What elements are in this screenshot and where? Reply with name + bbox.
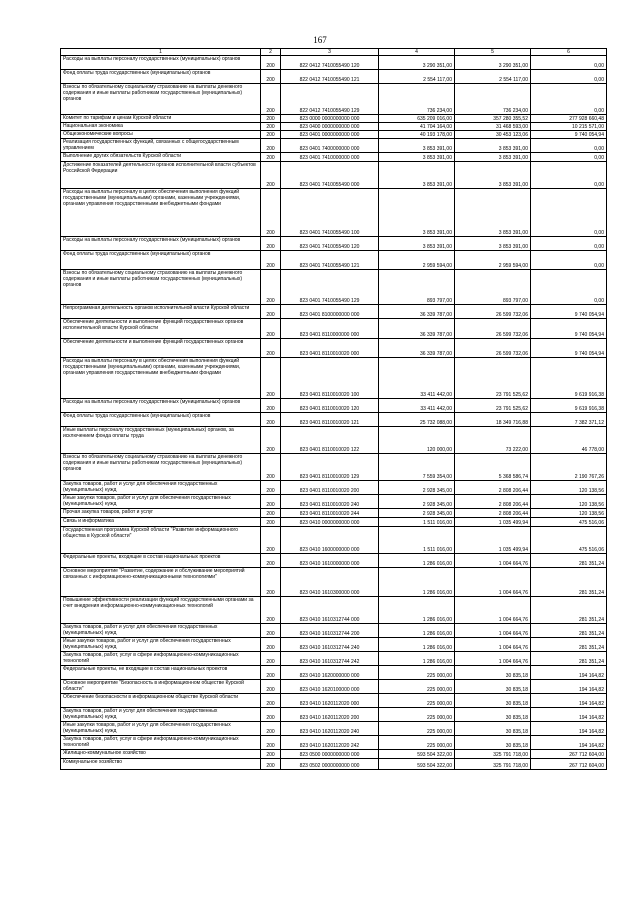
- cell-kbk: 823 0401 8110010020 122: [281, 427, 379, 454]
- cell-exec: 2 808 206,44: [455, 495, 531, 509]
- table-row: [61, 305, 607, 319]
- cell-code: 200: [261, 554, 281, 568]
- table-row: [61, 666, 607, 680]
- table-row: [61, 597, 607, 624]
- table-row: [61, 70, 607, 84]
- cell-name: Фонд оплаты труда государственных (муниципальных) органов: [61, 413, 261, 427]
- table-header-row: [61, 49, 607, 56]
- table-row: [61, 251, 607, 270]
- cell-exec: 1 004 664,76: [455, 568, 531, 597]
- cell-exec: 2 959 594,00: [455, 251, 531, 270]
- cell-code: 200: [261, 597, 281, 624]
- cell-plan: 40 193 178,00: [379, 131, 455, 139]
- cell-exec: 30 835,18: [455, 722, 531, 736]
- cell-code: 200: [261, 270, 281, 305]
- cell-code: 200: [261, 652, 281, 666]
- cell-name: Расходы на выплаты персоналу государственных (муниципальных) органов: [61, 399, 261, 413]
- table-row: [61, 56, 607, 70]
- cell-rest: 46 778,00: [531, 427, 607, 454]
- cell-plan: 1 286 016,00: [379, 624, 455, 638]
- table-row: [61, 454, 607, 481]
- cell-rest: 120 138,56: [531, 481, 607, 495]
- table-row: [61, 694, 607, 708]
- cell-kbk: 823 0401 8110010020 100: [281, 358, 379, 399]
- cell-name: Взносы по обязательному социальному страхованию на выплаты денежного содержания и иные выплаты работникам государственных (муниципальных) органов: [61, 270, 261, 305]
- cell-name: Закупка товаров, работ, услуг в сфере информационно-коммуникационных технологий: [61, 652, 261, 666]
- cell-code: 200: [261, 189, 281, 237]
- cell-exec: 1 035 499,94: [455, 518, 531, 527]
- cell-code: 200: [261, 319, 281, 339]
- cell-exec: 357 280 355,52: [455, 115, 531, 123]
- cell-code: 200: [261, 413, 281, 427]
- cell-exec: 26 599 732,06: [455, 305, 531, 319]
- cell-code: 200: [261, 153, 281, 162]
- cell-name: Основное мероприятие "Развитие, содержание и обслуживание мероприятий связанных с информационно-коммуникационными технологиями": [61, 568, 261, 597]
- table-row: [61, 319, 607, 339]
- cell-name: Закупка товаров, работ и услуг для обеспечения государственных (муниципальных) нужд: [61, 624, 261, 638]
- table-row: [61, 115, 607, 123]
- cell-plan: 225 000,00: [379, 666, 455, 680]
- cell-exec: 3 853 391,00: [455, 162, 531, 189]
- cell-rest: 281 351,24: [531, 638, 607, 652]
- cell-name: Иные выплаты персоналу государственных (муниципальных) органов, за исключением фонда оплаты труда: [61, 427, 261, 454]
- cell-code: 200: [261, 708, 281, 722]
- cell-plan: 1 511 016,00: [379, 527, 455, 554]
- cell-name: Непрограммная деятельность органов исполнительной власти Курской области: [61, 305, 261, 319]
- cell-exec: 3 853 391,00: [455, 237, 531, 251]
- cell-plan: 3 853 391,00: [379, 153, 455, 162]
- cell-kbk: 823 0401 8100000000 000: [281, 305, 379, 319]
- cell-kbk: 823 0401 8110010020 244: [281, 509, 379, 518]
- cell-plan: 225 000,00: [379, 722, 455, 736]
- table-row: [61, 518, 607, 527]
- cell-name: Общеэкономические вопросы: [61, 131, 261, 139]
- cell-kbk: 823 0410 1600000000 000: [281, 527, 379, 554]
- cell-rest: 9 740 054,94: [531, 131, 607, 139]
- cell-kbk: 823 0401 7410000000 000: [281, 153, 379, 162]
- table-row: [61, 759, 607, 770]
- cell-rest: 9 740 054,94: [531, 339, 607, 358]
- cell-plan: 2 959 594,00: [379, 251, 455, 270]
- cell-code: 200: [261, 694, 281, 708]
- cell-exec: 26 599 732,06: [455, 319, 531, 339]
- cell-plan: 41 704 164,00: [379, 123, 455, 131]
- cell-exec: 1 004 664,76: [455, 597, 531, 624]
- cell-kbk: 823 0000 0000000000 000: [281, 115, 379, 123]
- cell-code: 200: [261, 495, 281, 509]
- cell-rest: 9 619 916,38: [531, 399, 607, 413]
- cell-exec: 1 004 664,76: [455, 624, 531, 638]
- cell-exec: 23 791 525,62: [455, 358, 531, 399]
- cell-rest: 281 351,24: [531, 568, 607, 597]
- table-row: [61, 399, 607, 413]
- cell-name: Расходы на выплаты персоналу в целях обеспечения выполнения функций государственными (муниципальными) органами, казенными учреждениями, органами управления государственными внебюджетными фондами: [61, 189, 261, 237]
- cell-exec: 30 835,18: [455, 694, 531, 708]
- cell-plan: 25 732 088,00: [379, 413, 455, 427]
- cell-plan: 33 411 442,00: [379, 358, 455, 399]
- cell-rest: 475 516,06: [531, 527, 607, 554]
- table-row: [61, 481, 607, 495]
- cell-plan: 1 511 016,00: [379, 518, 455, 527]
- cell-rest: 194 164,82: [531, 666, 607, 680]
- cell-exec: 30 835,18: [455, 680, 531, 694]
- cell-name: Прочая закупка товаров, работ и услуг: [61, 509, 261, 518]
- cell-name: Комитет по тарифам и ценам Курской области: [61, 115, 261, 123]
- table-row: [61, 131, 607, 139]
- cell-code: 200: [261, 481, 281, 495]
- cell-exec: 1 004 664,76: [455, 652, 531, 666]
- cell-code: 200: [261, 139, 281, 153]
- cell-code: 200: [261, 70, 281, 84]
- cell-rest: 194 164,82: [531, 680, 607, 694]
- table-row: [61, 427, 607, 454]
- cell-plan: 593 504 322,00: [379, 759, 455, 770]
- cell-kbk: 823 0502 0000000000 000: [281, 759, 379, 770]
- cell-plan: 2 928 345,00: [379, 495, 455, 509]
- cell-exec: 325 791 718,00: [455, 759, 531, 770]
- cell-rest: 7 382 371,12: [531, 413, 607, 427]
- cell-kbk: 823 0401 7410055490 000: [281, 162, 379, 189]
- cell-name: Связь и информатика: [61, 518, 261, 527]
- cell-plan: 3 290 351,00: [379, 56, 455, 70]
- cell-code: 200: [261, 518, 281, 527]
- cell-name: Выполнение других обязательств Курской области: [61, 153, 261, 162]
- cell-code: 200: [261, 527, 281, 554]
- cell-exec: 325 791 718,00: [455, 750, 531, 759]
- cell-code: 200: [261, 509, 281, 518]
- table-row: [61, 652, 607, 666]
- cell-rest: 0,00: [531, 70, 607, 84]
- cell-exec: 2 808 206,44: [455, 509, 531, 518]
- table-row: [61, 554, 607, 568]
- cell-name: Обеспечение деятельности и выполнение функций государственных органов исполнительной власти Курской области: [61, 319, 261, 339]
- cell-kbk: 823 0401 8110010020 121: [281, 413, 379, 427]
- cell-exec: 26 599 732,06: [455, 339, 531, 358]
- cell-exec: 23 791 525,62: [455, 399, 531, 413]
- cell-kbk: 823 0410 1610312744 000: [281, 597, 379, 624]
- cell-plan: 225 000,00: [379, 694, 455, 708]
- table-row: [61, 527, 607, 554]
- cell-code: 200: [261, 624, 281, 638]
- cell-name: Взносы по обязательному социальному страхованию на выплаты денежного содержания и иные выплаты работникам государственных (муниципальных) органов: [61, 454, 261, 481]
- cell-plan: 1 286 016,00: [379, 554, 455, 568]
- cell-code: 200: [261, 131, 281, 139]
- cell-name: Закупка товаров, работ и услуг для обеспечения государственных (муниципальных) нужд: [61, 708, 261, 722]
- table-row: [61, 139, 607, 153]
- cell-rest: 475 516,06: [531, 518, 607, 527]
- cell-rest: 9 740 054,94: [531, 319, 607, 339]
- cell-kbk: 823 0401 8110000000 000: [281, 319, 379, 339]
- cell-plan: 3 853 391,00: [379, 237, 455, 251]
- table-row: [61, 736, 607, 750]
- cell-kbk: 823 0410 1620112020 242: [281, 736, 379, 750]
- cell-code: 200: [261, 638, 281, 652]
- cell-kbk: 823 0401 7410055490 120: [281, 237, 379, 251]
- cell-kbk: 823 0410 1610312744 200: [281, 624, 379, 638]
- cell-exec: 3 853 391,00: [455, 153, 531, 162]
- cell-rest: 277 928 660,48: [531, 115, 607, 123]
- cell-kbk: 823 0401 8110010020 120: [281, 399, 379, 413]
- column-header: 3: [281, 49, 379, 56]
- cell-exec: 3 853 391,00: [455, 139, 531, 153]
- cell-name: Основное мероприятие "Безопасность в информационном обществе Курской области": [61, 680, 261, 694]
- cell-exec: 18 349 716,88: [455, 413, 531, 427]
- cell-kbk: 823 0401 8110010020 240: [281, 495, 379, 509]
- table-row: [61, 509, 607, 518]
- cell-exec: 5 368 586,74: [455, 454, 531, 481]
- cell-code: 200: [261, 454, 281, 481]
- cell-name: Федеральные проекты, входящие в состав национальных проектов: [61, 554, 261, 568]
- cell-rest: 9 619 916,38: [531, 358, 607, 399]
- cell-kbk: 823 0410 1620112020 200: [281, 708, 379, 722]
- cell-rest: 0,00: [531, 84, 607, 115]
- cell-name: Жилищно-коммунальное хозяйство: [61, 750, 261, 759]
- cell-exec: 2 808 206,44: [455, 481, 531, 495]
- cell-rest: 0,00: [531, 251, 607, 270]
- cell-name: Расходы на выплаты персоналу государственных (муниципальных) органов: [61, 56, 261, 70]
- cell-kbk: 823 0410 1620112020 000: [281, 694, 379, 708]
- table-row: [61, 189, 607, 237]
- cell-name: Иные закупки товаров, работ и услуг для обеспечения государственных (муниципальных) нужд: [61, 495, 261, 509]
- cell-name: Обеспечение деятельности и выполнение функций государственных органов: [61, 339, 261, 358]
- cell-rest: 281 351,24: [531, 554, 607, 568]
- cell-code: 200: [261, 123, 281, 131]
- cell-name: Иные закупки товаров, работ и услуг для обеспечения государственных (муниципальных) нужд: [61, 722, 261, 736]
- cell-rest: 194 164,82: [531, 708, 607, 722]
- cell-name: Расходы на выплаты персоналу в целях обеспечения выполнения функций государственными (муниципальными) органами, казенными учреждениями, органами управления государственными внебюджетными фондами: [61, 358, 261, 399]
- cell-plan: 225 000,00: [379, 736, 455, 750]
- cell-rest: 2 190 767,26: [531, 454, 607, 481]
- column-header: 1: [61, 49, 261, 56]
- cell-rest: 267 712 604,00: [531, 750, 607, 759]
- table-row: [61, 708, 607, 722]
- cell-code: 200: [261, 399, 281, 413]
- table-row: [61, 358, 607, 399]
- cell-rest: 0,00: [531, 162, 607, 189]
- table-row: [61, 162, 607, 189]
- cell-rest: 10 215 571,00: [531, 123, 607, 131]
- cell-kbk: 823 0401 8110010020 200: [281, 481, 379, 495]
- cell-kbk: 823 0401 0000000000 000: [281, 131, 379, 139]
- cell-plan: 36 339 787,00: [379, 339, 455, 358]
- page-number: 167: [313, 35, 327, 45]
- cell-exec: 73 222,00: [455, 427, 531, 454]
- cell-plan: 1 286 016,00: [379, 568, 455, 597]
- cell-plan: 3 853 391,00: [379, 139, 455, 153]
- cell-kbk: 823 0410 1620112020 240: [281, 722, 379, 736]
- cell-kbk: 823 0400 0000000000 000: [281, 123, 379, 131]
- cell-exec: 30 835,18: [455, 708, 531, 722]
- cell-code: 200: [261, 305, 281, 319]
- cell-kbk: 823 0410 1620000000 000: [281, 666, 379, 680]
- cell-rest: 194 164,82: [531, 722, 607, 736]
- cell-code: 200: [261, 750, 281, 759]
- cell-exec: 1 004 664,76: [455, 554, 531, 568]
- cell-rest: 267 712 604,00: [531, 759, 607, 770]
- cell-code: 200: [261, 759, 281, 770]
- cell-kbk: 823 0410 1620100000 000: [281, 680, 379, 694]
- cell-exec: 1 004 664,76: [455, 638, 531, 652]
- column-header: 6: [531, 49, 607, 56]
- cell-plan: 893 797,00: [379, 270, 455, 305]
- cell-name: Федеральные проекты, не входящие в состав национальных проектов: [61, 666, 261, 680]
- cell-kbk: 823 0401 8110010020 129: [281, 454, 379, 481]
- cell-rest: 120 138,56: [531, 495, 607, 509]
- cell-kbk: 823 0410 0000000000 000: [281, 518, 379, 527]
- cell-kbk: 823 0410 1610312744 240: [281, 638, 379, 652]
- cell-name: Закупка товаров, работ и услуг для обеспечения государственных (муниципальных) нужд: [61, 481, 261, 495]
- cell-plan: 225 000,00: [379, 680, 455, 694]
- cell-kbk: 823 0401 7410055490 129: [281, 270, 379, 305]
- cell-code: 200: [261, 736, 281, 750]
- column-header: 5: [455, 49, 531, 56]
- cell-plan: 635 209 016,00: [379, 115, 455, 123]
- cell-plan: 593 504 322,00: [379, 750, 455, 759]
- cell-exec: 736 234,00: [455, 84, 531, 115]
- cell-plan: 36 339 787,00: [379, 305, 455, 319]
- cell-plan: 3 853 391,00: [379, 189, 455, 237]
- cell-rest: 9 740 054,94: [531, 305, 607, 319]
- cell-code: 200: [261, 358, 281, 399]
- table-row: [61, 624, 607, 638]
- cell-plan: 225 000,00: [379, 708, 455, 722]
- table-row: [61, 153, 607, 162]
- cell-kbk: 823 0410 1610300000 000: [281, 568, 379, 597]
- table-row: [61, 84, 607, 115]
- table-row: [61, 722, 607, 736]
- cell-kbk: 823 0500 0000000000 000: [281, 750, 379, 759]
- cell-name: Достижение показателей деятельности органов исполнительной власти субъектов Российской Федерации: [61, 162, 261, 189]
- cell-plan: 736 234,00: [379, 84, 455, 115]
- cell-plan: 7 559 354,00: [379, 454, 455, 481]
- cell-rest: 0,00: [531, 237, 607, 251]
- cell-name: Коммунальное хозяйство: [61, 759, 261, 770]
- cell-exec: 30 453 123,06: [455, 131, 531, 139]
- cell-name: Государственная программа Курской области "Развитие информационного общества в Курской области": [61, 527, 261, 554]
- cell-code: 200: [261, 237, 281, 251]
- cell-name: Закупка товаров, работ, услуг в сфере информационно-коммуникационных технологий: [61, 736, 261, 750]
- cell-plan: 36 339 787,00: [379, 319, 455, 339]
- cell-name: Взносы по обязательному социальному страхованию на выплаты денежного содержания и иные выплаты работникам государственных (муниципальных) органов: [61, 84, 261, 115]
- cell-kbk: 822 0412 7410055490 129: [281, 84, 379, 115]
- cell-name: Иные закупки товаров, работ и услуг для обеспечения государственных (муниципальных) нужд: [61, 638, 261, 652]
- cell-rest: 281 351,24: [531, 624, 607, 638]
- cell-rest: 281 351,24: [531, 652, 607, 666]
- cell-rest: 194 164,82: [531, 736, 607, 750]
- cell-exec: 893 797,00: [455, 270, 531, 305]
- cell-kbk: 823 0401 8110010020 000: [281, 339, 379, 358]
- table-row: [61, 680, 607, 694]
- cell-name: Национальная экономика: [61, 123, 261, 131]
- cell-rest: 120 138,56: [531, 509, 607, 518]
- cell-rest: 0,00: [531, 189, 607, 237]
- cell-kbk: 823 0410 1610312744 242: [281, 652, 379, 666]
- cell-rest: 194 164,82: [531, 694, 607, 708]
- table-row: [61, 568, 607, 597]
- cell-kbk: 822 0412 7410055490 120: [281, 56, 379, 70]
- cell-code: 200: [261, 680, 281, 694]
- cell-rest: 281 351,24: [531, 597, 607, 624]
- cell-kbk: 823 0401 7410055490 121: [281, 251, 379, 270]
- cell-exec: 2 554 117,00: [455, 70, 531, 84]
- cell-plan: 2 554 117,00: [379, 70, 455, 84]
- cell-plan: 1 286 016,00: [379, 652, 455, 666]
- cell-plan: 2 928 345,00: [379, 481, 455, 495]
- cell-code: 200: [261, 722, 281, 736]
- cell-code: 200: [261, 339, 281, 358]
- cell-code: 200: [261, 666, 281, 680]
- cell-rest: 0,00: [531, 270, 607, 305]
- table-row: [61, 123, 607, 131]
- cell-kbk: 823 0401 7410055490 100: [281, 189, 379, 237]
- cell-rest: 0,00: [531, 139, 607, 153]
- cell-code: 200: [261, 568, 281, 597]
- table-row: [61, 750, 607, 759]
- table-row: [61, 237, 607, 251]
- cell-name: Фонд оплаты труда государственных (муниципальных) органов: [61, 70, 261, 84]
- cell-code: 200: [261, 56, 281, 70]
- budget-table: [60, 48, 607, 770]
- table-row: [61, 495, 607, 509]
- cell-exec: 3 853 391,00: [455, 189, 531, 237]
- table-row: [61, 339, 607, 358]
- cell-kbk: 823 0401 7400000000 000: [281, 139, 379, 153]
- cell-exec: 1 035 499,94: [455, 527, 531, 554]
- cell-exec: 30 835,18: [455, 666, 531, 680]
- cell-exec: 3 290 351,00: [455, 56, 531, 70]
- column-header: 2: [261, 49, 281, 56]
- cell-plan: 1 286 016,00: [379, 597, 455, 624]
- table-row: [61, 270, 607, 305]
- table-row: [61, 413, 607, 427]
- cell-plan: 3 853 391,00: [379, 162, 455, 189]
- cell-code: 200: [261, 84, 281, 115]
- column-header: 4: [379, 49, 455, 56]
- cell-rest: 0,00: [531, 56, 607, 70]
- cell-name: Фонд оплаты труда государственных (муниципальных) органов: [61, 251, 261, 270]
- cell-plan: 120 000,00: [379, 427, 455, 454]
- cell-code: 200: [261, 115, 281, 123]
- cell-plan: 1 286 016,00: [379, 638, 455, 652]
- cell-code: 200: [261, 162, 281, 189]
- cell-name: Обеспечение безопасности в информационном обществе Курской области: [61, 694, 261, 708]
- cell-rest: 0,00: [531, 153, 607, 162]
- cell-exec: 30 835,18: [455, 736, 531, 750]
- cell-plan: 2 928 345,00: [379, 509, 455, 518]
- cell-name: Расходы на выплаты персоналу государственных (муниципальных) органов: [61, 237, 261, 251]
- cell-code: 200: [261, 251, 281, 270]
- cell-kbk: 823 0410 1610000000 000: [281, 554, 379, 568]
- cell-name: Реализация государственных функций, связанных с общегосударственным управлением: [61, 139, 261, 153]
- cell-code: 200: [261, 427, 281, 454]
- cell-name: Повышение эффективности реализации функций государственными органами за счет внедрения информационно-коммуникационных технологий: [61, 597, 261, 624]
- table-row: [61, 638, 607, 652]
- cell-kbk: 822 0412 7410055490 121: [281, 70, 379, 84]
- cell-plan: 33 411 442,00: [379, 399, 455, 413]
- cell-exec: 31 468 593,00: [455, 123, 531, 131]
